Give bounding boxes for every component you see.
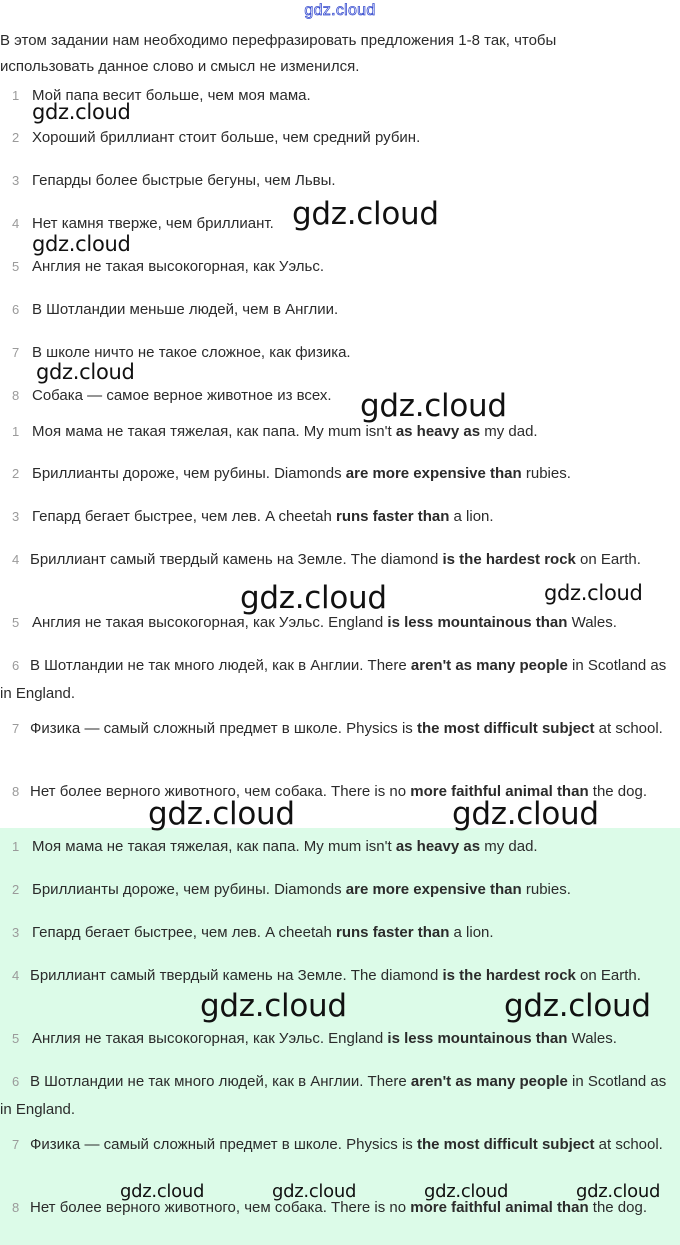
item-number: 6 bbox=[12, 658, 20, 673]
answer-key-phrase: is less mountainous than bbox=[387, 1030, 568, 1047]
answer-key-phrase: aren't as many people bbox=[410, 1073, 568, 1090]
answer-text: Wales. bbox=[567, 1030, 617, 1047]
answer-text: a lion. bbox=[449, 508, 494, 525]
answer-text: Физика — самый сложный предмет в школе. Physics is bbox=[30, 1136, 417, 1153]
answer-text: Бриллианты дороже, чем рубины. Diamonds bbox=[32, 465, 346, 482]
item-number: 1 bbox=[12, 839, 20, 854]
task-text: Мой папа весит больше, чем моя мама. bbox=[32, 87, 311, 104]
task-item bbox=[0, 382, 668, 410]
answer-text: В Шотландии не так много людей, как в Англии. There bbox=[30, 657, 411, 674]
answer-text: my dad. bbox=[480, 423, 538, 440]
answer-text: Wales. bbox=[567, 614, 617, 631]
answer-item bbox=[0, 503, 668, 531]
answer-text: Бриллиант самый твердый камень на Земле. The diamond bbox=[30, 967, 443, 984]
intro-text bbox=[0, 28, 650, 80]
item-number: 1 bbox=[12, 88, 20, 103]
answer-item bbox=[0, 1025, 668, 1053]
watermark: gdz.cloud bbox=[452, 796, 599, 832]
item-number: 3 bbox=[12, 173, 20, 188]
answer-text: Англия не такая высокогорная, как Уэльс. England bbox=[32, 1030, 388, 1047]
watermark: gdz.cloud bbox=[240, 580, 387, 616]
item-number: 2 bbox=[12, 466, 20, 481]
item-number: 4 bbox=[12, 216, 20, 231]
task-item bbox=[0, 253, 668, 281]
answer-item bbox=[0, 1131, 668, 1159]
item-number: 2 bbox=[12, 130, 20, 145]
watermark: gdz.cloud bbox=[292, 196, 439, 232]
watermark: gdz.cloud bbox=[32, 232, 131, 256]
task-text: Гепарды более быстрые бегуны, чем Львы. bbox=[32, 172, 336, 189]
watermark: gdz.cloud bbox=[576, 1181, 661, 1202]
answer-text: Нет более верного животного, чем собака. There is no bbox=[30, 783, 411, 800]
answer-key-phrase: as heavy as bbox=[395, 838, 481, 855]
answer-text: the dog. bbox=[588, 783, 647, 800]
item-number: 7 bbox=[12, 345, 20, 360]
item-number: 8 bbox=[12, 388, 20, 403]
watermark: gdz.cloud bbox=[360, 388, 507, 424]
watermark: gdz.cloud bbox=[504, 988, 651, 1024]
watermark: gdz.cloud bbox=[36, 360, 135, 384]
watermark: gdz.cloud bbox=[272, 1181, 357, 1202]
task-item bbox=[0, 124, 668, 152]
answer-text: Англия не такая высокогорная, как Уэльс. England bbox=[32, 614, 388, 631]
answer-text: rubies. bbox=[521, 881, 571, 898]
watermark: gdz.cloud bbox=[424, 1181, 509, 1202]
answer-text: Моя мама не такая тяжелая, как папа. My mum isn't bbox=[32, 423, 396, 440]
answer-item bbox=[0, 715, 668, 743]
task-text: В школе ничто не такое сложное, как физика. bbox=[32, 344, 351, 361]
answer-item bbox=[0, 962, 668, 990]
answer-text: Гепард бегает быстрее, чем лев. A cheetah bbox=[32, 508, 337, 525]
item-number: 7 bbox=[12, 1137, 20, 1152]
answer-text: in Scotland as in England. bbox=[0, 657, 667, 702]
answer-key-phrase: is the hardest rock bbox=[442, 967, 576, 984]
answer-text: the dog. bbox=[588, 1199, 647, 1216]
answer-item bbox=[0, 418, 668, 446]
item-number: 5 bbox=[12, 259, 20, 274]
answer-text: rubies. bbox=[521, 465, 571, 482]
task-item bbox=[0, 296, 668, 324]
item-number: 5 bbox=[12, 1031, 20, 1046]
watermark: gdz.cloud bbox=[200, 988, 347, 1024]
answer-key-phrase: are more expensive than bbox=[345, 465, 522, 482]
answer-key-phrase: the most difficult subject bbox=[416, 1136, 595, 1153]
header-watermark: gdz.cloud bbox=[304, 2, 376, 19]
answer-text: on Earth. bbox=[575, 551, 641, 568]
task-text: Нет камня тверже, чем бриллиант. bbox=[32, 215, 274, 232]
answer-text: a lion. bbox=[449, 924, 494, 941]
answer-key-phrase: runs faster than bbox=[336, 508, 450, 525]
answer-item bbox=[0, 460, 668, 488]
answer-text: Физика — самый сложный предмет в школе. Physics is bbox=[30, 720, 417, 737]
intro-line-2: использовать данное слово и смысл не изменился. bbox=[0, 58, 360, 75]
answer-text: at school. bbox=[594, 1136, 663, 1153]
item-number: 8 bbox=[12, 784, 20, 799]
watermark: gdz.cloud bbox=[148, 796, 295, 832]
task-text: В Шотландии меньше людей, чем в Англии. bbox=[32, 301, 339, 318]
answer-key-phrase: the most difficult subject bbox=[416, 720, 595, 737]
answer-item bbox=[0, 652, 668, 708]
answer-key-phrase: runs faster than bbox=[336, 924, 450, 941]
answer-text: in Scotland as in England. bbox=[0, 1073, 667, 1118]
answer-key-phrase: as heavy as bbox=[395, 423, 481, 440]
item-number: 4 bbox=[12, 968, 20, 983]
watermark: gdz.cloud bbox=[32, 100, 131, 124]
answer-text: on Earth. bbox=[575, 967, 641, 984]
item-number: 6 bbox=[12, 1074, 20, 1089]
answer-item bbox=[0, 833, 668, 861]
answer-item bbox=[0, 876, 668, 904]
answer-key-phrase: is the hardest rock bbox=[442, 551, 576, 568]
item-number: 8 bbox=[12, 1200, 20, 1215]
item-number: 2 bbox=[12, 882, 20, 897]
task-text: Хороший бриллиант стоит больше, чем средний рубин. bbox=[32, 129, 421, 146]
answer-text: Бриллианты дороже, чем рубины. Diamonds bbox=[32, 881, 346, 898]
answer-item bbox=[0, 546, 668, 574]
answer-text: Бриллиант самый твердый камень на Земле. The diamond bbox=[30, 551, 443, 568]
watermark: gdz.cloud bbox=[120, 1181, 205, 1202]
answer-key-phrase: aren't as many people bbox=[410, 657, 568, 674]
answer-text: my dad. bbox=[480, 838, 538, 855]
watermark: gdz.cloud bbox=[544, 581, 643, 605]
item-number: 3 bbox=[12, 925, 20, 940]
answer-text: Гепард бегает быстрее, чем лев. A cheetah bbox=[32, 924, 337, 941]
task-text: Англия не такая высокогорная, как Уэльс. bbox=[32, 258, 325, 275]
answer-text: В Шотландии не так много людей, как в Англии. There bbox=[30, 1073, 411, 1090]
item-number: 7 bbox=[12, 721, 20, 736]
answer-text: at school. bbox=[594, 720, 663, 737]
intro-line-1: В этом задании нам необходимо перефразировать предложения 1-8 так, чтобы bbox=[0, 32, 557, 49]
answer-item bbox=[0, 919, 668, 947]
item-number: 5 bbox=[12, 615, 20, 630]
task-item bbox=[0, 167, 668, 195]
item-number: 3 bbox=[12, 509, 20, 524]
task-text: Собака — самое верное животное из всех. bbox=[32, 387, 332, 404]
answer-key-phrase: are more expensive than bbox=[345, 881, 522, 898]
item-number: 6 bbox=[12, 302, 20, 317]
answer-key-phrase: is less mountainous than bbox=[387, 614, 568, 631]
item-number: 1 bbox=[12, 424, 20, 439]
answer-text: Нет более верного животного, чем собака. There is no bbox=[30, 1199, 411, 1216]
answer-item bbox=[0, 1068, 668, 1124]
item-number: 4 bbox=[12, 552, 20, 567]
answer-key-phrase: more faithful animal than bbox=[410, 1199, 589, 1216]
answer-text: Моя мама не такая тяжелая, как папа. My mum isn't bbox=[32, 838, 396, 855]
answer-key-phrase: more faithful animal than bbox=[410, 783, 589, 800]
